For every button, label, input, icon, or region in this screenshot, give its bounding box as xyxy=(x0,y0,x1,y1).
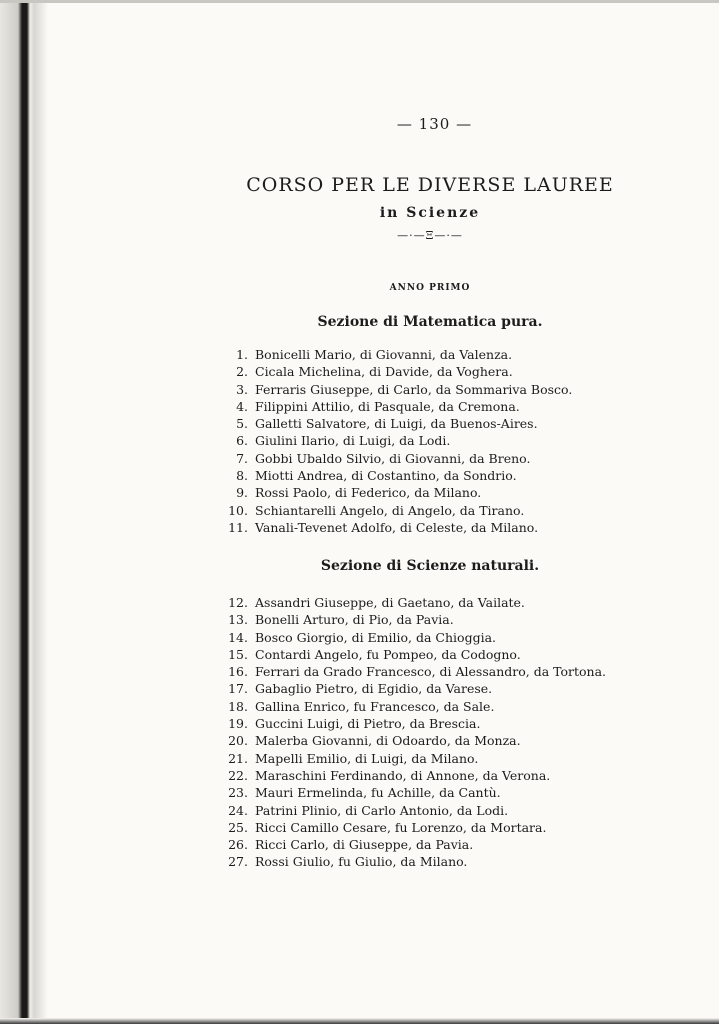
item-number: 17. xyxy=(228,681,248,697)
student-entry: Ferraris Giuseppe, di Carlo, da Sommariva Bosco. xyxy=(255,381,573,397)
item-number: 15. xyxy=(228,646,248,662)
item-number: 26. xyxy=(228,837,248,853)
student-entry: Bonicelli Mario, di Giovanni, da Valenza. xyxy=(255,347,513,362)
page-top-edge xyxy=(0,0,719,3)
list-item xyxy=(218,767,718,784)
student-entry: Ricci Camillo Cesare, fu Lorenzo, da Mortara. xyxy=(255,819,547,835)
item-number: 19. xyxy=(228,716,248,732)
student-entry: Rossi Giulio, fu Giulio, da Milano. xyxy=(255,854,468,870)
list-item xyxy=(218,802,718,819)
page-subtitle: in Scienze xyxy=(379,205,481,221)
section-heading-scienze-naturali: Sezione di Scienze naturali. xyxy=(320,558,540,574)
student-entry: Ferrari da Grado Francesco, di Alessandro, da Tortona. xyxy=(255,664,607,680)
student-entry: Assandri Giuseppe, di Gaetano, da Vailate. xyxy=(255,595,525,610)
item-number: 13. xyxy=(228,612,248,628)
list-item xyxy=(218,629,718,646)
item-number: 1. xyxy=(236,347,248,362)
list-item xyxy=(218,680,718,697)
list-item xyxy=(218,450,718,467)
list-item xyxy=(218,594,718,611)
page-number: — 130 — xyxy=(396,115,473,133)
page-bottom-edge xyxy=(0,1018,719,1024)
list-item xyxy=(218,363,718,380)
item-number: 25. xyxy=(228,819,248,835)
student-entry: Filippini Attilio, di Pasquale, da Cremona. xyxy=(255,398,520,414)
item-number: 27. xyxy=(228,854,248,870)
item-number: 9. xyxy=(236,485,248,501)
list-item xyxy=(218,784,718,801)
item-number: 24. xyxy=(228,802,248,818)
item-number: 14. xyxy=(228,629,248,645)
list-item xyxy=(218,519,718,536)
list-item xyxy=(218,415,718,432)
student-entry: Galletti Salvatore, di Luigi, da Buenos-Aires. xyxy=(255,416,538,432)
student-entry: Maraschini Ferdinando, di Annone, da Verona. xyxy=(255,767,551,783)
student-entry: Guccini Luigi, di Pietro, da Brescia. xyxy=(255,716,481,732)
item-number: 23. xyxy=(228,785,248,801)
item-number: 6. xyxy=(236,433,248,449)
list-item xyxy=(218,502,718,519)
student-entry: Patrini Plinio, di Carlo Antonio, da Lodi. xyxy=(255,802,509,818)
student-entry: Schiantarelli Angelo, di Angelo, da Tirano. xyxy=(255,502,525,518)
list-item xyxy=(218,381,718,398)
list-item xyxy=(218,750,718,767)
ornament-divider: —·—Ξ—·— xyxy=(397,229,463,242)
item-number: 20. xyxy=(228,733,248,749)
list-item xyxy=(218,398,718,415)
book-binding-edge xyxy=(0,0,48,1024)
list-item xyxy=(218,432,718,449)
list-item xyxy=(218,663,718,680)
list-item xyxy=(218,484,718,501)
student-entry: Miotti Andrea, di Costantino, da Sondrio. xyxy=(255,468,517,484)
student-entry: Cicala Michelina, di Davide, da Voghera. xyxy=(255,364,513,380)
item-number: 8. xyxy=(236,468,248,484)
list-item xyxy=(218,698,718,715)
student-entry: Gallina Enrico, fu Francesco, da Sale. xyxy=(255,698,495,714)
student-entry: Gobbi Ubaldo Silvio, di Giovanni, da Breno. xyxy=(255,450,531,466)
list-item xyxy=(218,819,718,836)
student-entry: Mauri Ermelinda, fu Achille, da Cantù. xyxy=(255,785,501,801)
page-title: CORSO PER LE DIVERSE LAUREE xyxy=(246,174,614,196)
student-entry: Giulini Ilario, di Luigi, da Lodi. xyxy=(255,433,451,449)
item-number: 7. xyxy=(236,450,248,466)
item-number: 18. xyxy=(228,698,248,714)
item-number: 11. xyxy=(228,519,248,535)
list-item xyxy=(218,467,718,484)
item-number: 22. xyxy=(228,767,248,783)
list-item xyxy=(218,836,718,853)
list-item xyxy=(218,853,718,870)
student-entry: Vanali-Tevenet Adolfo, di Celeste, da Milano. xyxy=(255,519,539,535)
item-number: 16. xyxy=(228,664,248,680)
list-item xyxy=(218,732,718,749)
student-entry: Contardi Angelo, fu Pompeo, da Codogno. xyxy=(255,646,521,662)
student-entry: Malerba Giovanni, di Odoardo, da Monza. xyxy=(255,733,521,749)
item-number: 21. xyxy=(228,750,248,766)
item-number: 12. xyxy=(228,595,248,610)
student-entry: Mapelli Emilio, di Luigi, da Milano. xyxy=(255,750,479,766)
student-entry: Bosco Giorgio, di Emilio, da Chioggia. xyxy=(255,629,496,645)
item-number: 10. xyxy=(228,502,248,518)
item-number: 2. xyxy=(236,364,248,380)
student-list-scienze-naturali xyxy=(218,594,718,871)
list-item xyxy=(218,346,718,363)
list-item xyxy=(218,611,718,628)
item-number: 4. xyxy=(236,398,248,414)
list-item xyxy=(218,646,718,663)
student-entry: Ricci Carlo, di Giuseppe, da Pavia. xyxy=(255,837,474,853)
list-item xyxy=(218,715,718,732)
item-number: 3. xyxy=(236,381,248,397)
student-list-matematica xyxy=(218,346,718,536)
item-number: 5. xyxy=(236,416,248,432)
student-entry: Bonelli Arturo, di Pio, da Pavia. xyxy=(255,612,454,628)
student-entry: Gabaglio Pietro, di Egidio, da Varese. xyxy=(255,681,493,697)
year-heading: ANNO PRIMO xyxy=(389,283,471,293)
student-entry: Rossi Paolo, di Federico, da Milano. xyxy=(255,485,482,501)
section-heading-matematica: Sezione di Matematica pura. xyxy=(317,314,543,330)
